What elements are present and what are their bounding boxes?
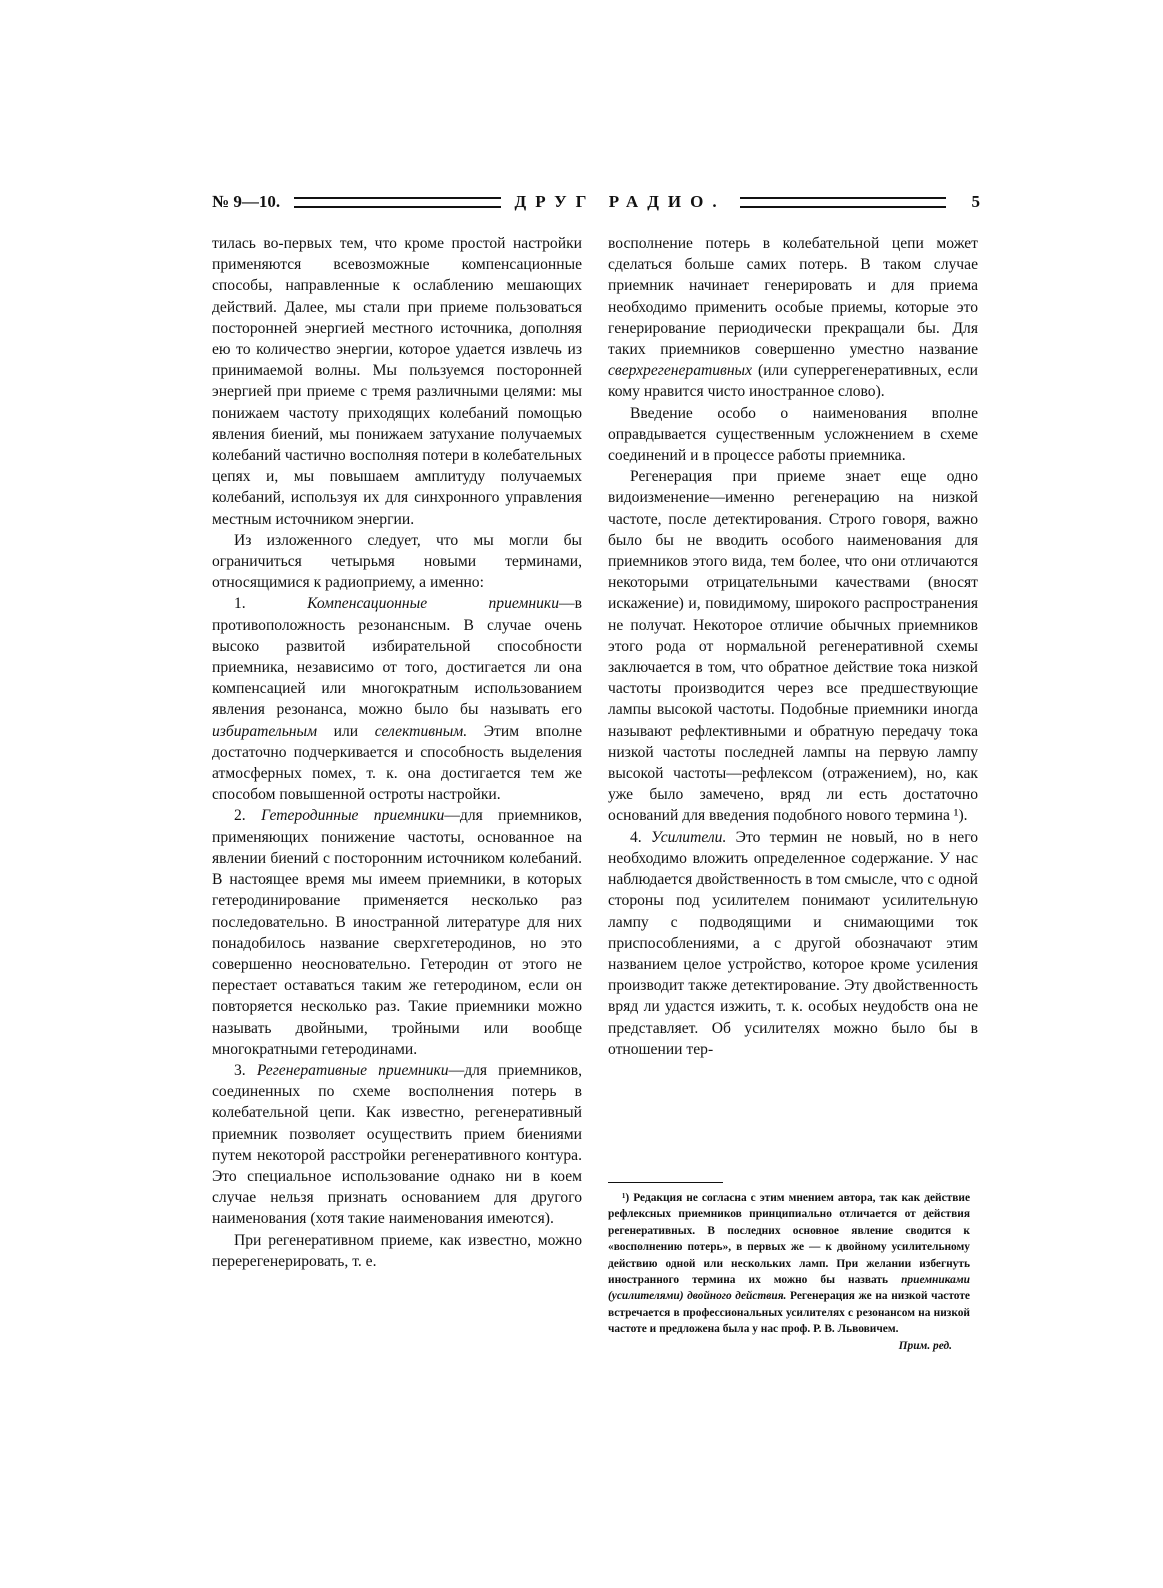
term: Усилители. — [651, 828, 727, 846]
list-item-heterodyne — [212, 805, 582, 1059]
item-number: 4. — [630, 828, 642, 846]
paragraph: Из изложенного следует, что мы могли бы ограничиться четырьмя новыми терминами, относящимися к радиоприему, а именно: — [212, 531, 582, 592]
item-text: —для приемников, соединенных по схеме восполнения потерь в колебательной цепи. Как известно, регенеративный приемник позволяет осуществить прием биениями путем некоторой расстройки регенеративного контура. Это специальное использование однако ни в коем случае нельзя признать основанием для другого наименования (хотя такие наименования имеются). — [212, 1061, 582, 1228]
item-text: —для приемников, применяющих понижение частоты, основанное на явлении биений с посторонним источником колебаний. В настоящее время мы имеем приемники, в которых гетеродинирование применяется несколько раз последовательно. В иностранной литературе для них понадобилось название сверхгетеродинов, но это совершенно неосновательно. Гетеродин от этого не перестает оставаться таким же гетеродином, если он повторяется несколько раз. Такие приемники можно называть двойными, тройными или вообще многократными гетеродинами. — [212, 807, 582, 1058]
list-item-amplifiers — [608, 827, 978, 1060]
page-number: 5 — [971, 192, 981, 211]
footnote — [608, 1190, 970, 1354]
item-text: или — [333, 722, 359, 740]
term: приемниками (усилителями) двойного действия. — [608, 1274, 970, 1303]
term: Компенсационные приемники — [307, 595, 560, 613]
list-item-regenerative — [212, 1060, 582, 1230]
item-text: —в противоположность резонансным. В случае очень высоко развитой избирательной способности приемника, независимо от того, достигается ли она компенсацией или многократным использованием явления резонанса, можно было бы называть его — [212, 595, 582, 719]
term: Гетеродинные приемники — [261, 807, 445, 825]
page-header — [212, 188, 980, 216]
term: избирательным — [212, 722, 318, 740]
header-rule-right — [740, 197, 946, 208]
item-number: 3. — [234, 1061, 246, 1079]
paragraph: Введение особо о наименования вполне оправдывается существенным усложнением в схеме соединений и в процессе работы приемника. — [608, 404, 978, 465]
footnote-text — [608, 1190, 970, 1338]
journal-title: ДРУГ РАДИО. — [514, 192, 726, 211]
paragraph: тилась во-первых тем, что кроме простой настройки применяются всевозможные компенсационные способы, направленные к ослаблению мешающих действий. Далее, мы стали при приеме пользоваться посторонней энергией местного источника, дополняя ею то количество энергии, которое удается извлечь из принимаемой волны. Мы пользуемся посторонней энергией при приеме с тремя различными целями: мы понижаем частоту приходящих колебаний помощью явления биений, мы понижаем затухание получаемых колебаний частично восполняя потери в колебательных цепях и, мы повышаем амплитуду получаемых колебаний, используя их для синхронного управления местным источником энергии. — [212, 235, 583, 528]
paragraph: Регенерация при приеме знает еще одно видоизменение—именно регенерацию на низкой частоте, после детектирования. Строго говоря, важно было бы не вводить особого наименования для приемников этого вида, тем более, что они отличаются некоторыми отрицательными качествами (вносят искажение) и, повидимому, широкого распространения не получат. Некоторое отличие обычных приемников этого рода от нормальной регенеративной схемы заключается в том, что обратное действие тока низкой частоты производится через все предшествующие лампы высокой частоты. Подобные приемники иногда называют рефлективными и обратную передачу тока низкой частоты последней лампы на первую лампу высокой частоты—рефлексом (отражением), но, как уже было замечено, вряд ли есть достаточно оснований для введения подобного нового термина ¹). — [608, 468, 978, 825]
editor-signature: Прим. ред. — [898, 1339, 952, 1352]
item-text: Это термин не новый, но в него необходимо вложить определенное содержание. У нас наблюдается двойственность в том смысле, что с одной стороны под усилителем понимают усилительную лампу с подводящими и снимающими ток приспособлениями, а с другой обозначают этим названием целое устройство, которое кроме усиления производит также детектирование. Эту двойственность вряд ли удастся изжить, т. к. особых неудобств она не представляет. Об усилителях можно было бы в отношении тер- — [608, 828, 979, 1058]
item-text: Этим вполне достаточно подчеркивается и способность выделения атмосферных помех, т. к. она достигается тем же способом повышенной остроты настройки. — [212, 722, 583, 804]
term: сверхрегенеративных — [608, 362, 753, 380]
paragraph-text: (или суперрегенеративных, если кому нравится чисто иностранное слово). — [608, 362, 978, 401]
term: селективным. — [374, 722, 468, 740]
header-rule-left — [294, 197, 500, 208]
paragraph: При регенеративном приеме, как известно, можно перерегенерировать, т. е. — [212, 1231, 582, 1270]
item-number: 2. — [234, 807, 246, 825]
footnote-body: Регенерация же на низкой частоте встречается в профессиональных усилителях с резонансом на низкой частоте и предложена была у нас проф. Р. В. Львовичем. — [608, 1290, 970, 1336]
list-item-compensation — [212, 593, 582, 805]
issue-number: № 9—10. — [212, 192, 281, 211]
footnote-divider — [608, 1182, 723, 1183]
item-number: 1. — [234, 595, 246, 613]
paragraph — [608, 233, 978, 403]
footnote-body: ¹) Редакция не согласна с этим мнением автора, так как действие рефлексных приемников принципиально отличается от действия регенеративных. В последних основное явление сводится к «восполнению потерь», в первых же — к двойному усилительному действию одной или нескольких ламп. При желании избегнуть иностранного термина их можно бы назвать — [608, 1192, 970, 1287]
left-column — [212, 233, 582, 1272]
term: Регенеративные приемники — [256, 1061, 449, 1079]
paragraph-text: восполнение потерь в колебательной цепи может сделаться больше самих потерь. В таком случае приемник начинает генерировать и для приема необходимо применить особые приемы, которые это генерирование периодически прекращали бы. Для таких приемников совершенно уместно название — [608, 235, 978, 359]
right-column — [608, 233, 978, 1060]
